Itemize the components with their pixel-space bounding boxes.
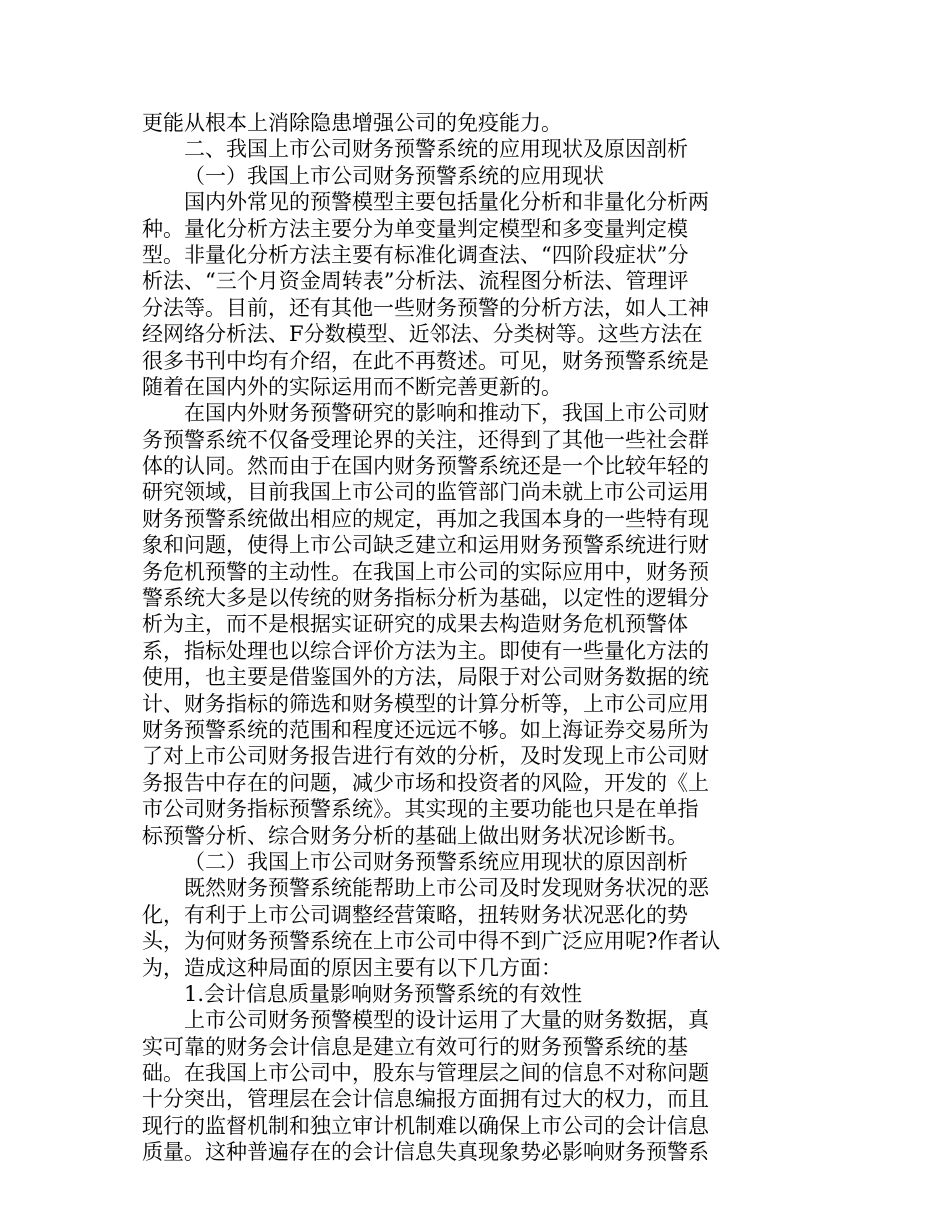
text-line: 型。非量化分析方法主要有标准化调查法、“四阶段症状”分 [142, 242, 689, 267]
text-line: 系，指标处理也以综合评价方法为主。即使有一些量化方法的 [142, 638, 709, 663]
text-line: 在国内外财务预警研究的影响和推动下，我国上市公司财 [184, 401, 709, 426]
text-line: 国内外常见的预警模型主要包括量化分析和非量化分析两 [184, 190, 709, 215]
text-line: 为，造成这种局面的原因主要有以下几方面： [142, 955, 562, 980]
text-line: 十分突出，管理层在会计信息编报方面拥有过大的权力，而且 [142, 1087, 709, 1112]
text-line: 财务预警系统做出相应的规定，再加之我国本身的一些特有现 [142, 506, 709, 531]
text-line: 实可靠的财务会计信息是建立有效可行的财务预警系统的基 [142, 1034, 688, 1059]
text-line: 标预警分析、综合财务分析的基础上做出财务状况诊断书。 [142, 823, 688, 848]
text-line: （二）我国上市公司财务预警系统应用现状的原因剖析 [184, 849, 688, 874]
text-line: 二、我国上市公司财务预警系统的应用现状及原因剖析 [184, 137, 688, 162]
text-line: 现行的监督机制和独立审计机制难以确保上市公司的会计信息 [142, 1113, 709, 1138]
text-line: 研究领域，目前我国上市公司的监管部门尚未就上市公司运用 [142, 480, 709, 505]
text-line: 务报告中存在的问题，减少市场和投资者的风险，开发的《上 [142, 770, 709, 795]
text-line: 既然财务预警系统能帮助上市公司及时发现财务状况的恶 [184, 876, 709, 901]
text-line: 计、财务指标的筛选和财务模型的计算分析等，上市公司应用 [142, 691, 709, 716]
text-line: 础。在我国上市公司中，股东与管理层之间的信息不对称问题 [142, 1061, 709, 1086]
text-line: 使用，也主要是借鉴国外的方法，局限于对公司财务数据的统 [142, 665, 709, 690]
text-line: 象和问题，使得上市公司缺乏建立和运用财务预警系统进行财 [142, 533, 709, 558]
text-line: （一）我国上市公司财务预警系统的应用现状 [184, 163, 604, 188]
text-line: 种。量化分析方法主要分为单变量判定模型和多变量判定模 [142, 216, 688, 241]
text-line: 随着在国内外的实际运用而不断完善更新的。 [142, 374, 562, 399]
text-line: 析为主，而不是根据实证研究的成果去构造财务危机预警体 [142, 612, 688, 637]
text-line: 警系统大多是以传统的财务指标分析为基础，以定性的逻辑分 [142, 586, 709, 611]
text-line: 市公司财务指标预警系统》。其实现的主要功能也只是在单指 [142, 797, 699, 822]
text-line: 务预警系统不仅备受理论界的关注，还得到了其他一些社会群 [142, 427, 709, 452]
text-line: 1.会计信息质量影响财务预警系统的有效性 [184, 981, 583, 1006]
text-line: 更能从根本上消除隐患增强公司的免疫能力。 [142, 111, 562, 135]
text-line: 务危机预警的主动性。在我国上市公司的实际应用中，财务预 [142, 559, 709, 584]
text-line: 财务预警系统的范围和程度还远远不够。如上海证券交易所为 [142, 717, 709, 742]
text-line: 上市公司财务预警模型的设计运用了大量的财务数据，真 [184, 1008, 709, 1033]
text-line: 经网络分析法、F分数模型、近邻法、分类树等。这些方法在 [142, 322, 703, 347]
text-line: 头，为何财务预警系统在上市公司中得不到广泛应用呢?作者认 [142, 929, 721, 954]
text-line: 化，有利于上市公司调整经营策略，扭转财务状况恶化的势 [142, 902, 688, 927]
text-line: 很多书刊中均有介绍，在此不再赘述。可见，财务预警系统是 [142, 348, 709, 373]
text-line: 体的认同。然而由于在国内财务预警系统还是一个比较年轻的 [142, 454, 709, 479]
text-line: 了对上市公司财务报告进行有效的分析，及时发现上市公司财 [142, 744, 709, 769]
text-line: 分法等。目前，还有其他一些财务预警的分析方法，如人工神 [142, 295, 709, 320]
document-body [142, 110, 782, 1166]
text-line: 质量。这种普遍存在的会计信息失真现象势必影响财务预警系 [142, 1140, 709, 1165]
text-line: 析法、“三个月资金周转表”分析法、流程图分析法、管理评 [142, 269, 689, 294]
